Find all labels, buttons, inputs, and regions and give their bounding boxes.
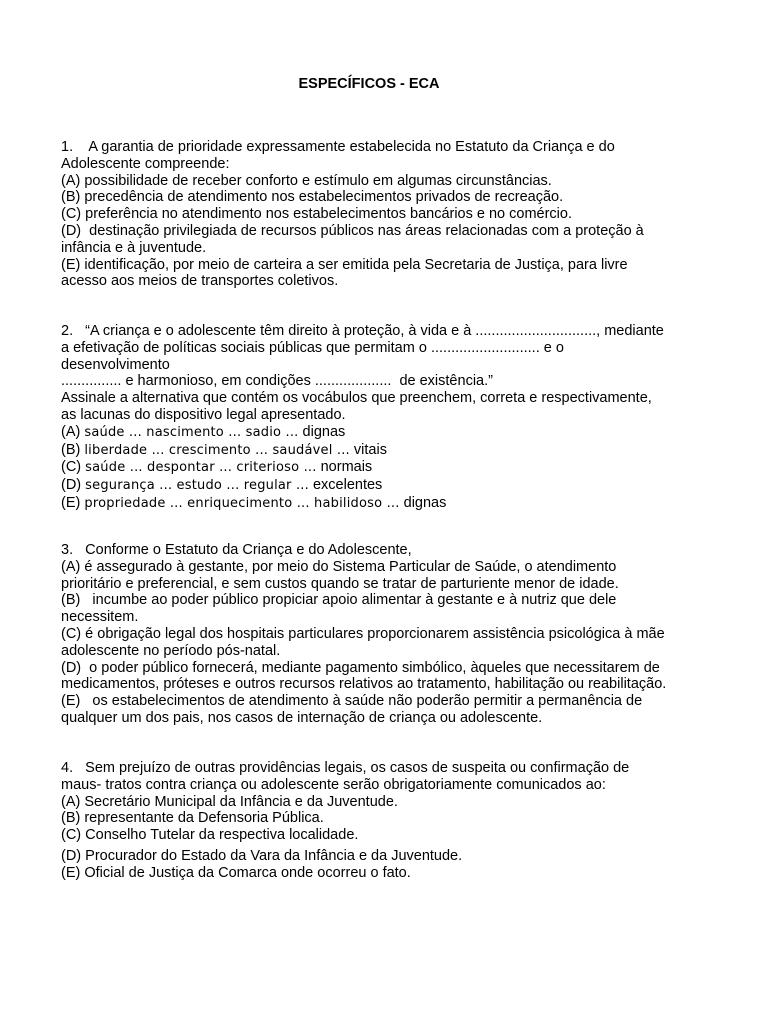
option-d: (D) Procurador do Estado da Vara da Infância e da Juventude. — [61, 847, 463, 864]
question-1 — [61, 139, 701, 290]
question-2 — [61, 323, 701, 513]
option-label: (B) — [61, 441, 81, 458]
question-line: 1. A garantia de prioridade expressamente estabelecida no Estatuto da Criança e do — [61, 139, 615, 155]
option-b: (B) precedência de atendimento nos estabelecimentos privados de recreação. — [61, 189, 564, 206]
question-line: 4. Sem prejuízo de outras providências legais, os casos de suspeita ou confirmação de — [61, 760, 630, 776]
question-line: desenvolvimento — [61, 356, 170, 373]
question-line: 2. “A criança e o adolescente têm direito à proteção, à vida e à .............................., mediante — [61, 323, 664, 339]
option-a: (A) é assegurado à gestante, por meio do Sistema Particular de Saúde, o atendimento — [61, 558, 617, 575]
option-last: excelentes — [312, 477, 383, 494]
question-line: Assinale a alternativa que contém os vocábulos que preenchem, correta e respectivamente, — [61, 390, 652, 407]
option-c: (C) Conselho Tutelar da respectiva localidade. — [61, 827, 359, 844]
option-e: (E) identificação, por meio de carteira a ser emitida pela Secretaria de Justiça, para livre — [61, 256, 628, 273]
option-d: (D) o poder público fornecerá, mediante pagamento simbólico, àqueles que necessitarem de — [61, 659, 660, 676]
option-label: (D) — [61, 477, 82, 494]
option-label: (C) — [61, 459, 82, 476]
question-line: as lacunas do dispositivo legal apresentado. — [61, 406, 346, 423]
option-words: liberdade ... crescimento ... saudável ... — [84, 442, 350, 458]
option-d — [61, 477, 701, 495]
option-last: dignas — [403, 494, 447, 511]
option-e-cont: qualquer um dos pais, nos casos de internação de criança ou adolescente. — [61, 709, 543, 726]
option-a-cont: prioritário e preferencial, e sem custos quando se tratar de parturiente menor de idade. — [61, 575, 619, 592]
option-d: (D) destinação privilegiada de recursos públicos nas áreas relacionadas com a proteção à — [61, 222, 644, 239]
option-d-cont: infância e à juventude. — [61, 239, 207, 256]
option-last: normais — [320, 459, 373, 476]
option-words: saúde ... nascimento ... sadio ... — [84, 424, 299, 440]
option-d-cont: medicamentos, próteses e outros recursos relativos ao tratamento, habilitação ou reabilitação. — [61, 676, 667, 693]
option-last: vitais — [353, 441, 387, 458]
option-b: (B) incumbe ao poder público propiciar apoio alimentar à gestante e à nutriz que dele — [61, 592, 617, 609]
question-line: ............... e harmonioso, em condições ................... de existência.” — [61, 373, 493, 390]
question-line: maus- tratos contra criança ou adolescente serão obrigatoriamente comunicados ao: — [61, 776, 606, 793]
option-c: (C) é obrigação legal dos hospitais particulares proporcionarem assistência psicológica à mãe — [61, 625, 665, 642]
page-title: ESPECÍFICOS - ECA — [298, 76, 440, 92]
option-c — [61, 459, 701, 477]
option-a: (A) possibilidade de receber conforto e estímulo em algumas circunstâncias. — [61, 172, 552, 189]
question-line: Adolescente compreende: — [61, 155, 230, 172]
option-e-cont: acesso aos meios de transportes coletivos. — [61, 273, 339, 290]
question-line: 3. Conforme o Estatuto da Criança e do Adolescente, — [61, 542, 412, 558]
option-e: (E) os estabelecimentos de atendimento à saúde não poderão permitir a permanência de — [61, 693, 643, 710]
option-a — [61, 424, 701, 442]
option-words: propriedade ... enriquecimento ... habilidoso ... — [84, 495, 400, 511]
option-c-cont: adolescente no período pós-natal. — [61, 642, 281, 659]
option-b — [61, 442, 701, 460]
option-a: (A) Secretário Municipal da Infância e da Juventude. — [61, 793, 398, 810]
option-last: dignas — [302, 423, 346, 440]
question-line: a efetivação de políticas sociais públicas que permitam o ........................... e o — [61, 339, 564, 356]
option-e: (E) Oficial de Justiça da Comarca onde ocorreu o fato. — [61, 864, 411, 881]
question-4 — [61, 760, 701, 882]
option-b: (B) representante da Defensoria Pública. — [61, 810, 324, 827]
option-words: saúde ... despontar ... criterioso ... — [85, 460, 317, 476]
option-label: (A) — [61, 423, 81, 440]
option-e — [61, 495, 701, 513]
option-b-cont: necessitem. — [61, 609, 139, 626]
question-3 — [61, 542, 701, 727]
option-words: segurança ... estudo ... regular ... — [85, 478, 309, 494]
option-label: (E) — [61, 494, 81, 511]
option-c: (C) preferência no atendimento nos estabelecimentos bancários e no comércio. — [61, 206, 572, 223]
